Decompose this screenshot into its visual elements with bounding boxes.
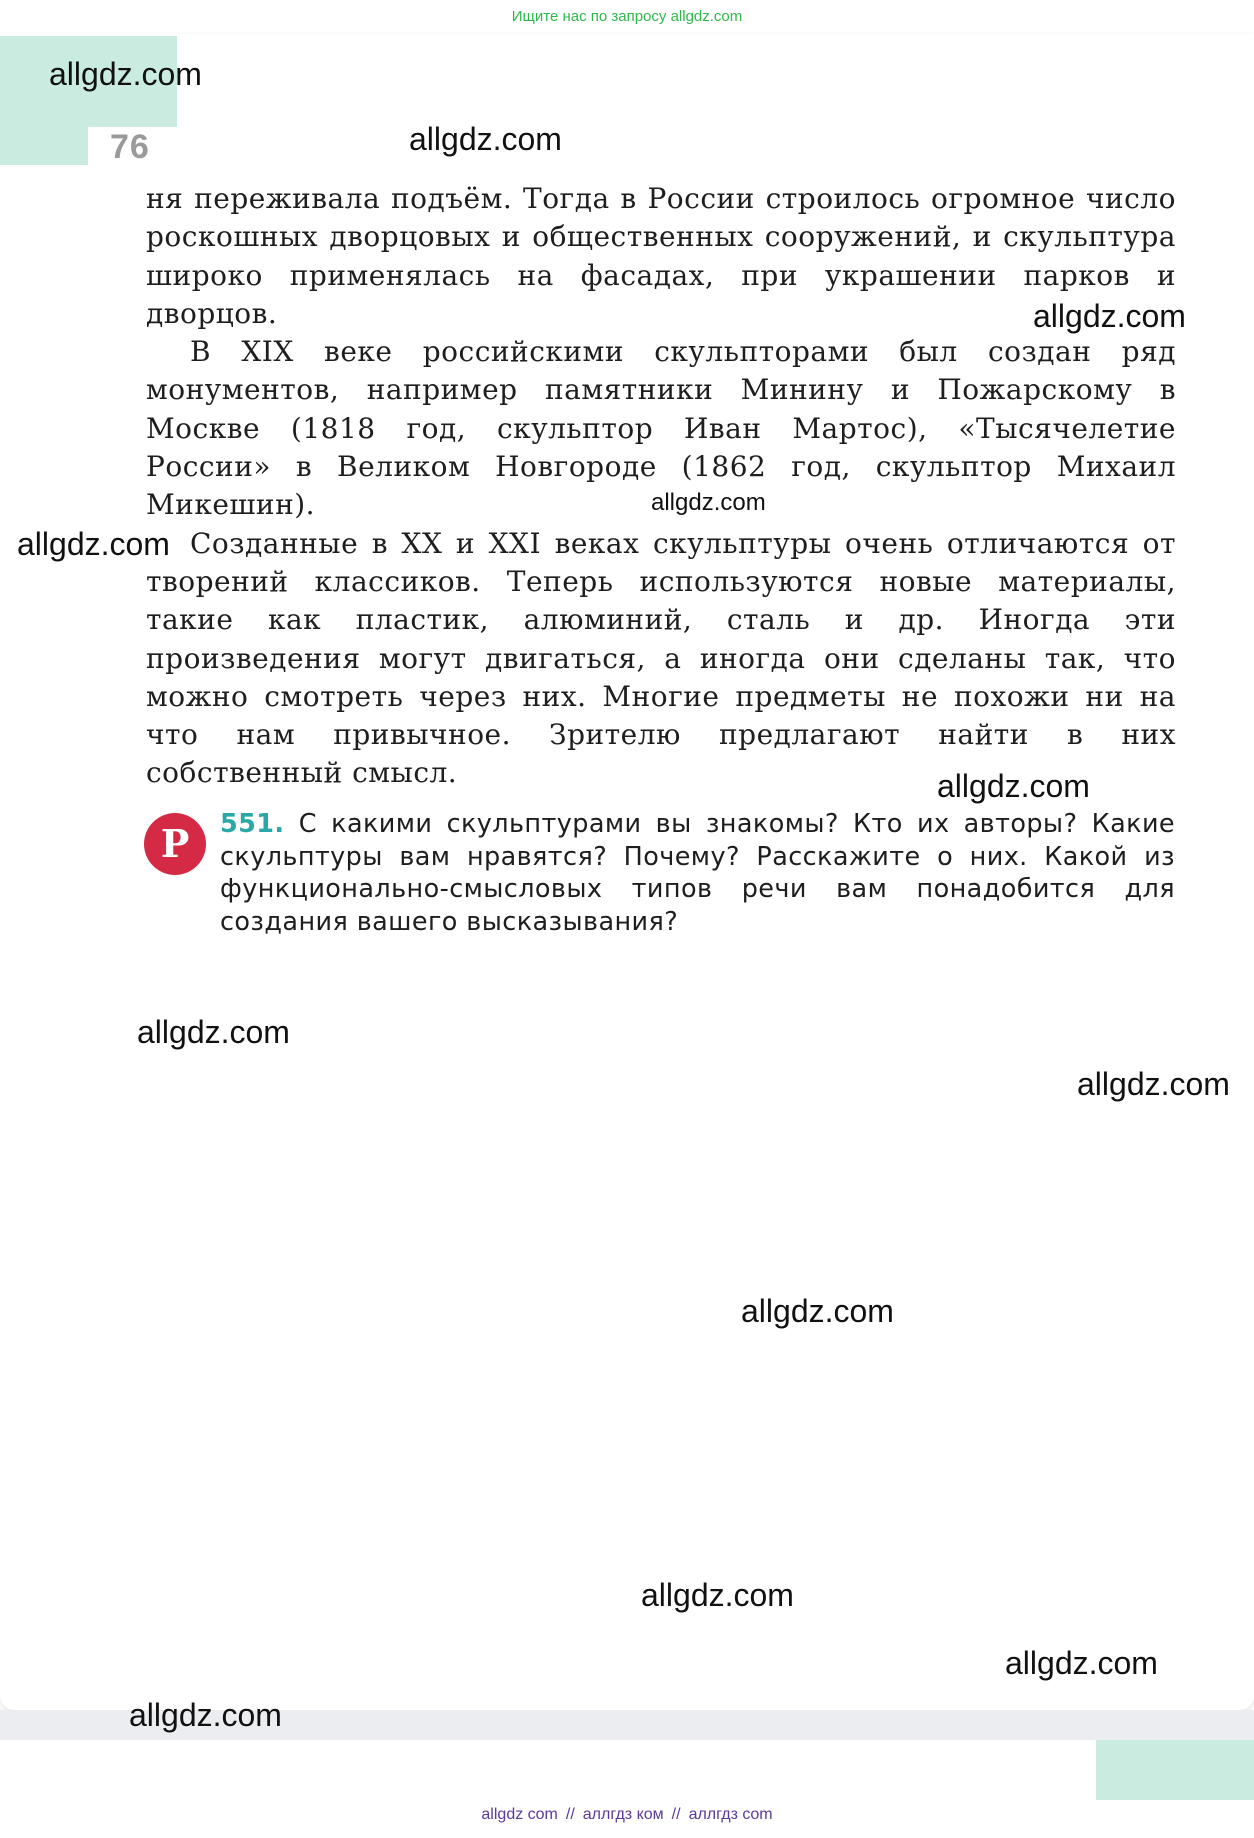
footer-link[interactable]: аллгдз ком <box>582 1806 664 1823</box>
watermark: allgdz.com <box>1033 298 1186 334</box>
watermark: allgdz.com <box>409 121 562 157</box>
watermark: allgdz.com <box>137 1014 290 1050</box>
task-551 <box>220 808 1175 938</box>
footer-separator: // <box>671 1806 681 1823</box>
watermark: allgdz.com <box>129 1697 282 1733</box>
footer-links <box>0 1806 1254 1824</box>
speech-task-icon: Р <box>144 813 206 875</box>
footer-separator: // <box>565 1806 575 1823</box>
watermark: allgdz.com <box>937 768 1090 804</box>
task-number: 551. <box>220 809 285 839</box>
main-text <box>146 180 1176 793</box>
watermark: allgdz.com <box>1077 1066 1230 1102</box>
watermark: allgdz.com <box>49 56 202 92</box>
task-question: С какими скульптурами вы знакомы? Кто их авторы? Какие скульптуры вам нравятся? Почему? Расскажите о них. Какой из функционально-смысловых типов речи вам понадобится для создания вашего высказывания? <box>220 809 1175 937</box>
watermark: allgdz.com <box>1005 1645 1158 1681</box>
watermark: allgdz.com <box>17 526 170 562</box>
top-search-banner: Ищите нас по запросу allgdz.com <box>0 0 1254 34</box>
watermark: allgdz.com <box>651 489 766 516</box>
page-number: 76 <box>110 128 150 166</box>
footer-link[interactable]: allgdz com <box>481 1806 558 1823</box>
watermark: allgdz.com <box>741 1293 894 1329</box>
paragraph: В XIX веке российскими скульпторами был создан ряд монументов, например памятники Минину и Пожарскому в Москве (1818 год, скульптор Иван Мартос), «Тысячелетие России» в Великом Новгороде (1862 год, скульптор Михаил Микешин). <box>146 335 1176 522</box>
paragraph: Созданные в XX и XXI веках скульптуры очень отличаются от творений классиков. Теперь используются новые материалы, такие как пластик, алюминий, сталь и др. Иногда эти произведения могут двигаться, а иногда они сделаны так, что можно смотреть через них. Многие предметы не похожи ни на что нам привычное. Зрителю предлагают найти в них собственный смысл. <box>146 526 1176 790</box>
corner-accent-block-bottom <box>1096 1740 1254 1800</box>
paragraph: ня переживала подъём. Тогда в России строилось огромное число роскошных дворцовых и общественных сооружений, и скульптура широко применялась на фасадах, при украшении парков и дворцов. <box>146 182 1176 330</box>
watermark: allgdz.com <box>641 1577 794 1613</box>
footer-link[interactable]: аллгдз com <box>688 1806 773 1823</box>
